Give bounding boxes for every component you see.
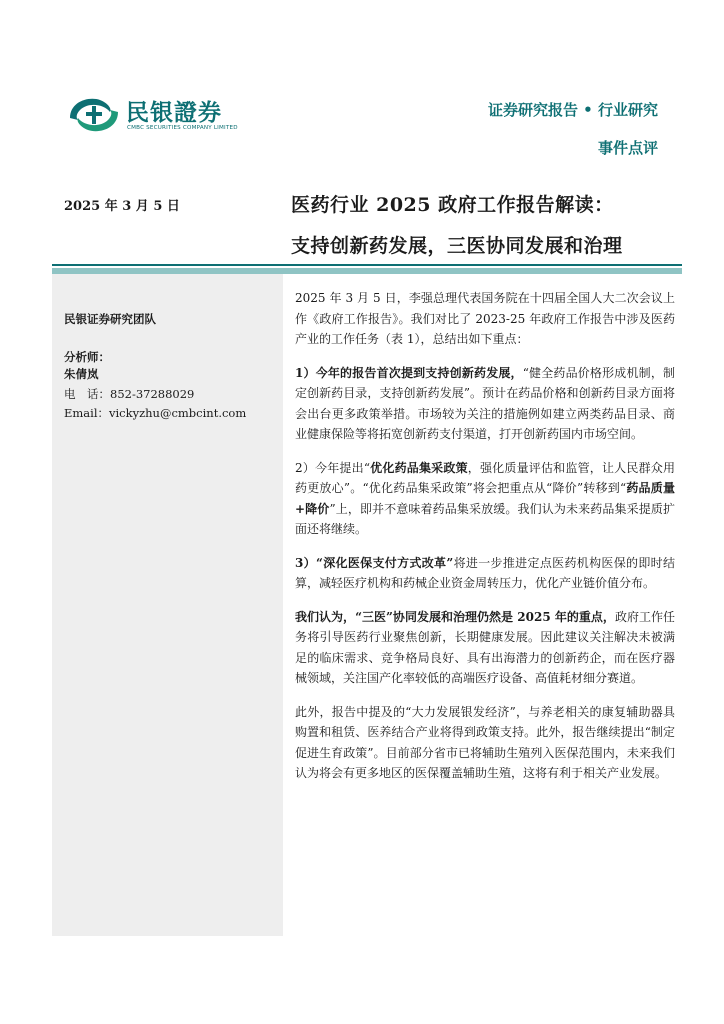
point-3-text: 将进一步推进定点医药机构医保的即时结算，减轻医疗机构和药械企业资金周转压力，优化产业链价值分布。: [295, 555, 675, 590]
report-subtype: 事件点评: [597, 139, 658, 157]
report-type: 证券研究报告 • 行业研究: [487, 101, 658, 119]
point-3-bold: “深化医保支付方式改革”: [315, 555, 454, 570]
logo-mark-icon: [66, 92, 122, 138]
point-2-bold-a: 优化药品集采政策: [369, 460, 468, 475]
research-team: 民银证券研究团队: [64, 312, 156, 326]
analyst-email: Email：vickyzhu@cmbcint.com: [64, 406, 247, 420]
logo-english-name: CMBC SECURITIES COMPANY LIMITED: [127, 125, 238, 131]
paragraph-point-3: [295, 553, 675, 594]
logo-name: 民银證券: [126, 100, 222, 126]
analyst-name: 朱倩岚: [64, 367, 99, 381]
report-date: 2025 年 3 月 5 日: [64, 199, 180, 214]
additional-text: 此外，报告中提及的“大力发展银发经济”，与养老相关的康复辅助器具购置和租赁、医养结合产业将得到政策支持。此外，报告继续提出“制定促进生育政策”。目前部分省市已将辅助生殖列入医保范围内，未来我们认为将会有更多地区的医保覆盖辅助生殖，这将有利于相关产业发展。: [295, 704, 675, 780]
point-1-lead: 1）今年的报告首次提到支持创新药发展，: [295, 365, 523, 380]
point-2-part-a: 2）今年提出“: [295, 460, 370, 475]
paragraph-point-1: [295, 363, 675, 445]
header-divider-thin: [52, 264, 682, 266]
intro-text: 2025 年 3 月 5 日，李强总理代表国务院在十四届全国人大二次会议上作《政府工作报告》。我们对比了 2023-25 年政府工作报告中涉及医药产业的工作任务（表 1），总结出如下重点：: [295, 291, 675, 346]
company-logo: [66, 92, 256, 142]
conclusion-lead: 我们认为，“三医”协同发展和治理仍然是 2025 年的重点，: [295, 609, 615, 624]
analyst-phone: 电 话：852-37288029: [64, 387, 195, 401]
point-1-text: 预计在药品价格和创新药目录方面将会出台更多政策举措。市场较为关注的措施例如建立两类药品目录、商业健康保险等将拓宽创新药支付渠道，打开创新药国内市场空间。: [295, 386, 675, 441]
point-1-quote: “健全药品价格形成机制，制定创新药目录，支持创新药发展”。: [295, 365, 675, 400]
paragraph-point-2: [295, 458, 675, 540]
conclusion-text: 政府工作任务将引导医药行业聚焦创新，长期健康发展。因此建议关注解决未被满足的临床需求、竞争格局良好、具有出海潜力的创新药企，而在医疗器械领域，关注国产化率较低的高端医疗设备、高值耗材细分赛道。: [295, 609, 675, 685]
point-3-number: 3）: [295, 555, 316, 570]
main-content: [295, 288, 675, 797]
page-title-line-1: 医药行业 2025 政府工作报告解读：: [291, 194, 614, 216]
paragraph-additional: [295, 702, 675, 784]
page-title-line-2: 支持创新药发展，三医协同发展和治理: [291, 235, 623, 257]
paragraph-conclusion: [295, 607, 675, 689]
paragraph-intro: [295, 288, 675, 350]
analyst-label: 分析师：: [64, 350, 110, 364]
point-2-part-c: ，强化质量评估和监管，让人民群众用药更放心”。“优化药品集采政策”将会把重点从“降价”转移到“: [295, 460, 675, 495]
point-2-part-e: ”上，即并不意味着药品集采放缓。我们认为未来药品集采提质扩面还将继续。: [295, 501, 676, 536]
point-2-bold-d: 药品质量+降价: [295, 481, 675, 516]
